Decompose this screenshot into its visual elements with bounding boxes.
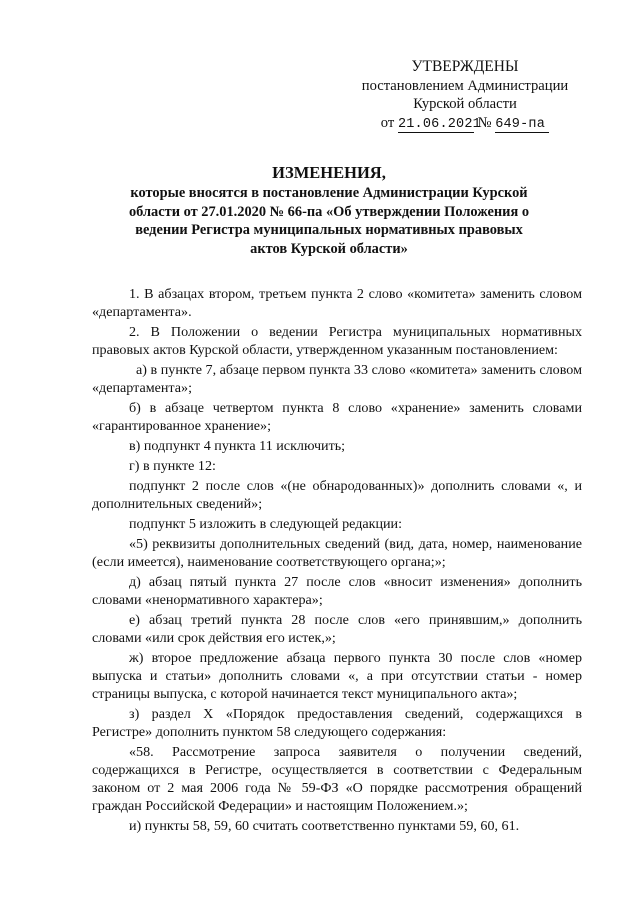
paragraph-2: 2. В Положении о ведении Регистра муниципальных нормативных правовых актов Курской области, утвержденном указанным постановлением: xyxy=(92,323,582,358)
document-subtitle: которые вносятся в постановление Администрации Курской области от 27.01.2020 № 66-па «Об утверждении Положения о ведении Регистра муниципальных нормативных правовых актов Курской области» xyxy=(128,185,530,257)
item-g: г) в пункте 12: xyxy=(129,458,216,475)
item-d: д) абзац пятый пункта 27 после слов «вносит изменения» дополнить словами «ненормативного характера»; xyxy=(92,574,582,609)
item-zh: ж) второе предложение абзаца первого пункта 30 после слов «номер выпуска и статьи» дополнить словами «, а при отсутствии статьи - номер страницы выпуска, с которой начинается текст муниципального акта»; xyxy=(92,650,582,703)
paragraph-1: 1. В абзацах втором, третьем пункта 2 слово «комитета» заменить словом «департамента». xyxy=(92,286,582,320)
item-a: а) в пункте 7, абзаце первом пункта 33 слово «комитета» заменить словом «департамента»; xyxy=(92,361,582,396)
document-heading xyxy=(118,162,540,258)
item-i: и) пункты 58, 59, 60 считать соответственно пунктами 59, 60, 61. xyxy=(129,817,520,834)
item-e: е) абзац третий пункта 28 после слов «его принявшим,» дополнить словами «или срок действия его истек,»; xyxy=(92,612,582,647)
number-prefix: № xyxy=(477,114,492,131)
item-z-point-58: «58. Рассмотрение запроса заявителя о получении сведений, содержащихся в Регистре, осуществляется в соответствии с Федеральным законом от 2 мая 2006 года № 59-ФЗ «О порядке рассмотрения обращений граждан Российской Федерации» и настоящим Положением.»; xyxy=(92,744,582,814)
item-z: з) раздел X «Порядок предоставления сведений, содержащихся в Регистре» дополнить пунктом 58 следующего содержания: xyxy=(92,706,582,741)
item-g-sub-2: подпункт 2 после слов «(не обнародованных)» дополнить словами «, и дополнительных сведений»; xyxy=(92,478,582,513)
document-title: ИЗМЕНЕНИЯ, xyxy=(272,163,386,182)
approval-heading: УТВЕРЖДЕНЫ xyxy=(411,58,519,75)
item-v: в) подпункт 4 пункта 11 исключить; xyxy=(129,437,346,454)
approval-stamp xyxy=(345,58,585,133)
item-b: б) в абзаце четвертом пункта 8 слово «хранение» заменить словами «гарантированное хранение»; xyxy=(92,399,582,434)
item-g-sub-5-text: «5) реквизиты дополнительных сведений (вид, дата, номер, наименование (если имеется), наименование соответствующего органа;»; xyxy=(92,536,582,571)
date-prefix: от xyxy=(380,114,395,131)
approval-region: Курской области xyxy=(413,96,517,112)
approval-date-number xyxy=(345,114,585,133)
document-body xyxy=(92,286,582,838)
decree-number: 649-па xyxy=(495,118,549,133)
decree-date: 21.06.2021 xyxy=(397,116,481,132)
approval-issuer: постановлением Администрации xyxy=(361,77,569,94)
item-g-sub-5: подпункт 5 изложить в следующей редакции: xyxy=(129,516,403,533)
